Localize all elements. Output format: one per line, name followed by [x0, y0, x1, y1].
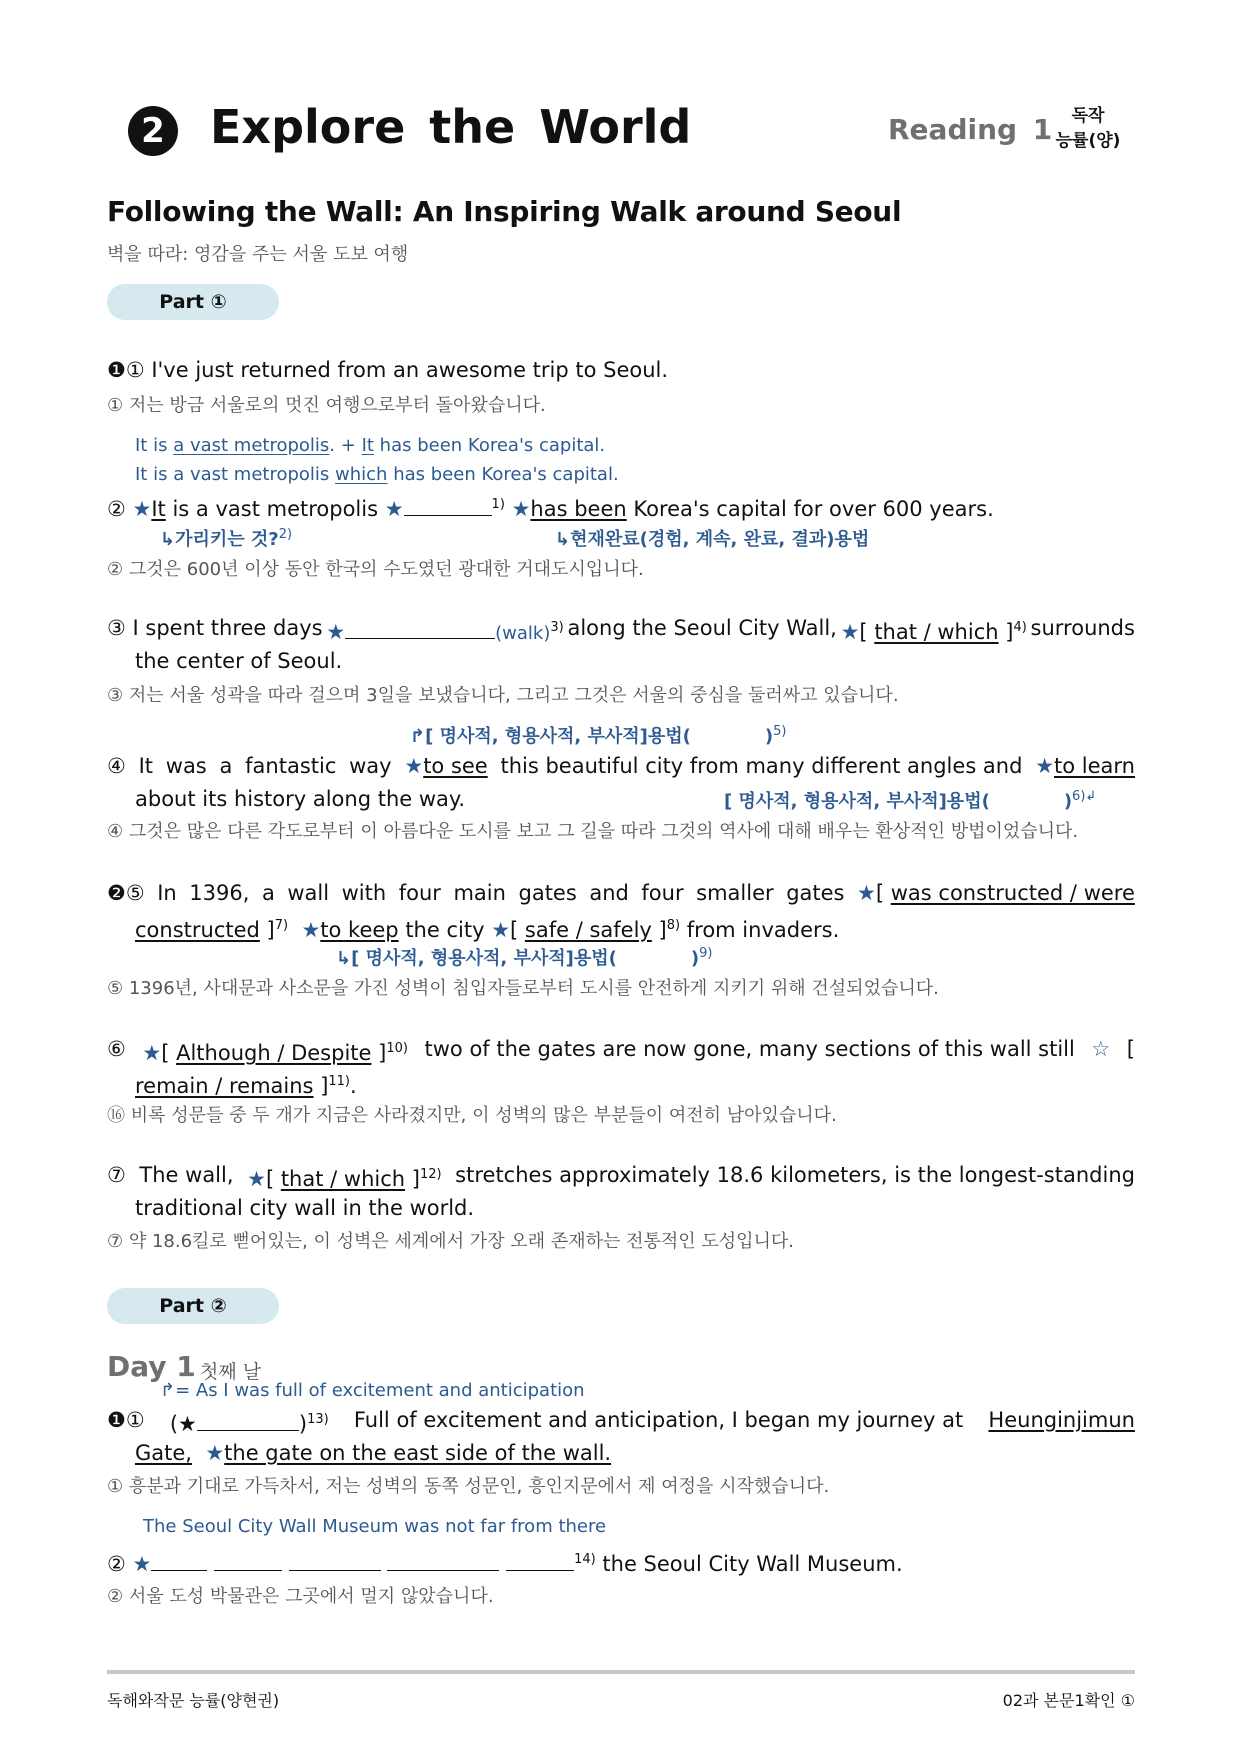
p1-sentence-7-ko: ⑦ 약 18.6킬로 뻗어있는, 이 성벽은 세계에서 가장 오래 존재하는 전통적인 도성입니다.	[107, 1231, 795, 1252]
p1-sentence-2: ② ★It is a vast metropolis ★ $^{1)}$ ★has been Korea's capital for over 600 years.	[107, 497, 994, 521]
book-badge	[1048, 104, 1128, 154]
p1-sentence-7: ⑦ The wall, ★[ that / which ]$^{12)}$ stretches approximately 18.6 kilometers, is the longest-standing	[107, 1163, 1135, 1191]
part1-label: Part ①	[107, 284, 279, 320]
p2-sentence-1: ❶① (★ )$^{13)}$ Full of excitement and anticipation, I began my journey at Heunginjimun	[107, 1408, 1135, 1436]
p1-sentence-6: ⑥ ★[ Although / Despite ]$^{10)}$ two of the gates are now gone, many sections of this wall still ☆ [	[107, 1037, 1135, 1065]
part2-label: Part ②	[107, 1288, 279, 1324]
blank-14e[interactable]	[506, 1552, 574, 1571]
p1-note-2: It is a vast metropolis which has been Korea's capital.	[135, 464, 619, 485]
blank-14c[interactable]	[289, 1552, 381, 1571]
p1-sentence-6-ko: ⑯ 비록 성문들 중 두 개가 지금은 사라졌지만, 이 성벽의 많은 부분들이 여전히 남아있습니다.	[107, 1105, 837, 1126]
p1-hint-perfect: ↳현재완료(경험, 계속, 완료, 결과)용법	[555, 529, 870, 550]
p1-sentence-4-cont: about its history along the way.	[135, 787, 466, 811]
p1-hint-usage-6: [ 명사적, 형용사적, 부사적]용법( )$^{6)↲}$	[724, 789, 1097, 812]
p2-sentence-2-ko: ② 서울 도성 박물관은 그곳에서 멀지 않았습니다.	[107, 1586, 494, 1607]
lesson-number-badge: 2	[128, 106, 178, 156]
p1-sentence-1-ko: ① 저는 방금 서울로의 멋진 여행으로부터 돌아왔습니다.	[107, 395, 546, 416]
p1-hint-refers: ↳가리키는 것?$^{2)}$	[160, 527, 293, 550]
blank-14b[interactable]	[214, 1552, 282, 1571]
footer-divider	[107, 1670, 1135, 1674]
p2-sentence-2: ② ★ $^{14)}$ the Seoul City Wall Museum.	[107, 1552, 903, 1576]
p1-sentence-5-ko: ⑤ 1396년, 사대문과 사소문을 가진 성벽이 침입자들로부터 도시를 안전하게 지키기 위해 건설되었습니다.	[107, 978, 939, 999]
reading-label: Reading 1	[888, 113, 1053, 146]
footer-page: 02과 본문1확인 ①	[1002, 1691, 1135, 1710]
blank-3[interactable]	[345, 620, 495, 639]
p1-sentence-3-ko: ③ 저는 서울 성곽을 따라 걸으며 3일을 보냈습니다, 그리고 그것은 서울의 중심을 둘러싸고 있습니다.	[107, 685, 899, 706]
p1-sentence-5: ❷⑤ In 1396, a wall with four main gates and four smaller gates ★[ was constructed / were	[107, 881, 1135, 905]
badge-line1: 독작	[1071, 106, 1105, 126]
p2-hint-1: ↱= As I was full of excitement and anticipation	[160, 1380, 585, 1401]
blank-13[interactable]	[197, 1412, 299, 1431]
p1-hint-usage-5: ↱[ 명사적, 형용사적, 부사적]용법( )$^{5)}$	[410, 724, 787, 747]
p1-sentence-5-cont: constructed ]$^{7)}$ ★to keep the city ★[ safe / safely ]$^{8)}$ from invaders.	[135, 918, 840, 942]
p1-sentence-3: ③ I spent three days ★ (walk)$^{3)}$ along the Seoul City Wall, ★[ that / which ]$^{4)}$ surrounds	[107, 616, 1135, 644]
p1-sentence-2-ko: ② 그것은 600년 이상 동안 한국의 수도였던 광대한 거대도시입니다.	[107, 559, 644, 580]
p1-sentence-3-cont: the center of Seoul.	[135, 649, 343, 673]
blank-1[interactable]	[404, 497, 492, 516]
lesson-title-ko: 벽을 따라: 영감을 주는 서울 도보 여행	[107, 244, 409, 265]
p1-sentence-1: ❶① I've just returned from an awesome trip to Seoul.	[107, 358, 669, 382]
p1-sentence-4: ④ It was a fantastic way ★to see this beautiful city from many different angles and ★to learn	[107, 754, 1135, 778]
badge-line2: 능률(양)	[1055, 131, 1121, 151]
p1-sentence-4-ko: ④ 그것은 많은 다른 각도로부터 이 아름다운 도시를 보고 그 길을 따라 그것의 역사에 대해 배우는 환상적인 방법이었습니다.	[107, 821, 1079, 842]
p1-sentence-6-cont: remain / remains ]$^{11)}$.	[135, 1074, 357, 1098]
blank-14a[interactable]	[151, 1552, 207, 1571]
p2-sentence-1-ko: ① 흥분과 기대로 가득차서, 저는 성벽의 동쪽 성문인, 흥인지문에서 제 여정을 시작했습니다.	[107, 1476, 830, 1497]
day-heading-ko: 첫째 날	[200, 1361, 262, 1383]
p2-sentence-1-cont: Gate, ★the gate on the east side of the wall.	[135, 1441, 612, 1465]
p1-note-1: It is a vast metropolis. + It has been Korea's capital.	[135, 435, 606, 456]
page-title: Explore the World	[210, 100, 692, 154]
p2-hint-2: The Seoul City Wall Museum was not far from there	[143, 1516, 607, 1537]
lesson-title: Following the Wall: An Inspiring Walk around Seoul	[107, 195, 902, 228]
p1-sentence-7-cont: traditional city wall in the world.	[135, 1196, 475, 1220]
footer-book: 독해와작문 능률(양현권)	[107, 1691, 280, 1710]
blank-14d[interactable]	[387, 1552, 499, 1571]
day-heading: Day 1	[107, 1350, 196, 1383]
p1-hint-usage-9: ↳[ 명사적, 형용사적, 부사적]용법( )$^{9)}$	[336, 946, 713, 969]
